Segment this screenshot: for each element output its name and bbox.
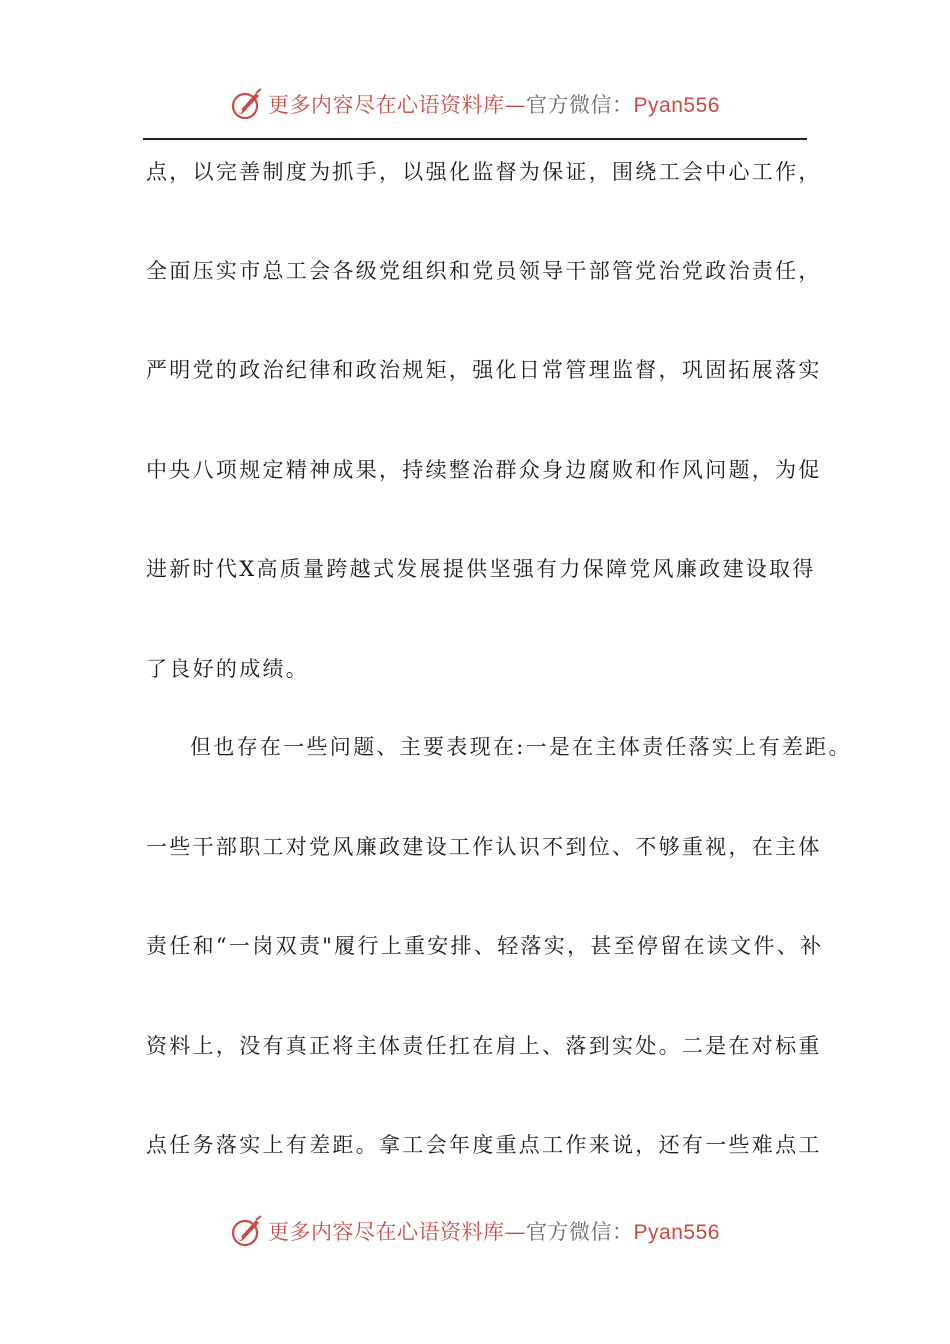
header-banner-text	[268, 89, 720, 119]
footer-banner-wechat: 官方微信：	[526, 1220, 634, 1244]
header-banner-wechat: 官方微信：	[526, 93, 634, 117]
footer-banner-dash: —	[504, 1220, 527, 1244]
body-line: 责任和“一岗双责"履行上重安排、轻落实，甚至停留在读文件、补	[146, 934, 824, 958]
header-banner-id: Pyan556	[633, 94, 720, 117]
footer-banner-id: Pyan556	[633, 1221, 720, 1244]
header-banner-dash: —	[504, 93, 527, 117]
quill-pen-logo-icon	[230, 1214, 264, 1248]
header-banner	[0, 82, 950, 126]
footer-banner-text	[268, 1216, 720, 1246]
body-line: 进新时代X高质量跨越式发展提供坚强有力保障党风廉政建设取得	[146, 557, 816, 581]
body-line: 严明党的政治纪律和政治规矩，强化日常管理监督，巩固拓展落实	[146, 358, 822, 382]
body-line: 全面压实市总工会各级党组织和党员领导干部管党治党政治责任，	[146, 259, 822, 283]
header-divider	[143, 138, 807, 140]
body-line: 资料上，没有真正将主体责任扛在肩上、落到实处。二是在对标重	[146, 1034, 822, 1058]
paragraph-start-line: 但也存在一些问题、主要表现在:一是在主体责任落实上有差距。	[190, 735, 852, 759]
footer-banner-main: 更多内容尽在心语资料库	[268, 1220, 505, 1244]
quill-pen-logo-icon	[230, 87, 264, 121]
body-line: 了良好的成绩。	[146, 657, 310, 681]
body-line: 点，以完善制度为抓手，以强化监督为保证，围绕工会中心工作，	[146, 160, 822, 184]
header-banner-main: 更多内容尽在心语资料库	[268, 93, 505, 117]
footer-banner	[0, 1209, 950, 1253]
body-line: 中央八项规定精神成果，持续整治群众身边腐败和作风问题，为促	[146, 458, 822, 482]
body-line: 一些干部职工对党风廉政建设工作认识不到位、不够重视，在主体	[146, 835, 822, 859]
body-line: 点任务落实上有差距。拿工会年度重点工作来说，还有一些难点工	[146, 1133, 822, 1157]
